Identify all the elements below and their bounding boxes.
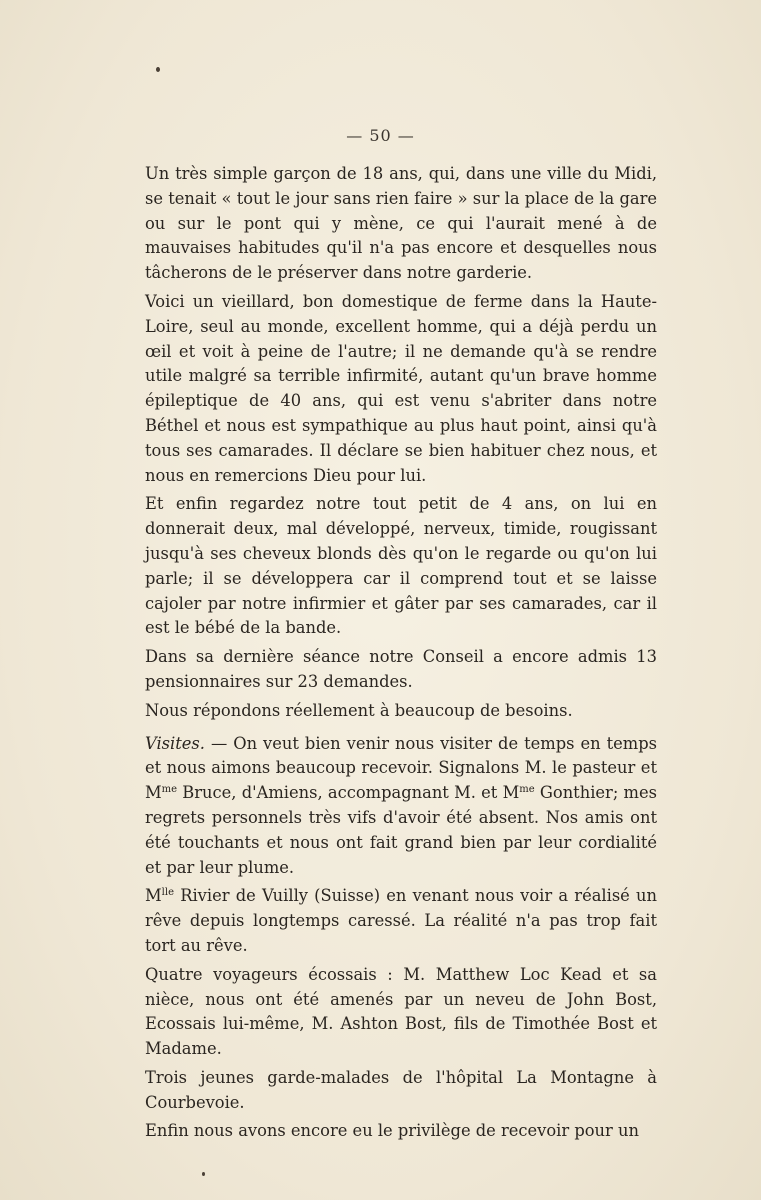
paragraph: Nous répondons réellement à beaucoup de besoins.: [145, 700, 573, 720]
paragraph: Voici un vieillard, bon domestique de ferme dans la Haute-Loire, seul au monde, excellent homme, qui a déjà perdu un œil et voit à peine de l'autre; il ne demande qu'à se rendre utile malgré sa terrible infirmité, autant qu'un brave homme épileptique de 40 ans, qui est venu s'abriter dans notre Béthel et nous est sympathique au plus haut point, ainsi qu'à tous ses camarades. Il déclare se bien habituer chez nous, et nous en remercions Dieu pour lui.: [145, 291, 657, 485]
paragraph: Et enfin regardez notre tout petit de 4 ans, on lui en donnerait deux, mal développé, nerveux, timide, rougissant jusqu'à ses cheveux blonds dès qu'on le regarde ou qu'on lui parle; il se développera car il comprend tout et se laisse cajoler par notre infirmier et gâter par ses camarades, car il est le bébé de la bande.: [145, 494, 657, 638]
paragraph: Quatre voyageurs écossais : M. Matthew Loc Kead et sa nièce, nous ont été amenés par un neveu de John Bost, Ecossais lui-même, M. Ashton Bost, fils de Timothée Bost et Madame.: [145, 964, 657, 1059]
paragraph-visites: Visites. — On veut bien venir nous visiter de temps en temps et nous aimons beaucoup recevoir. Signalons M. le pasteur et $M^{me}$ Bruce, d'Amiens, accompagnant M. et $M^{me}$ Gonthier; mes regrets personnels très vifs d'avoir été absent. Nos amis ont été touchants et nous ont fait grand bien par leur cordialité et par leur plume.: [145, 733, 657, 877]
section-lead: Visites.: [145, 733, 205, 753]
ink-speck: [156, 67, 160, 72]
paragraph: Un très simple garçon de 18 ans, qui, dans une ville du Midi, se tenait « tout le jour sans rien faire » sur la place de la gare ou sur le pont qui y mène, ce qui l'aurait mené à de mauvaises habitudes qu'il n'a pas encore et desquelles nous tâcherons de le préserver dans notre garderie.: [145, 164, 657, 283]
paragraph: $M^{lle}$ Rivier de Vuilly (Suisse) en venant nous voir a réalisé un rêve depuis longtemps caressé. La réalité n'a pas trop fait tort au rêve.: [145, 886, 657, 955]
paragraph: Dans sa dernière séance notre Conseil a encore admis 13 pensionnaires sur 23 demandes.: [145, 647, 657, 691]
body-text: [145, 162, 657, 1148]
ink-speck: [202, 1172, 205, 1176]
paragraph: Trois jeunes garde-malades de l'hôpital La Montagne à Courbevoie.: [145, 1067, 657, 1112]
paragraph: Enfin nous avons encore eu le privilège de recevoir pour un: [145, 1121, 639, 1141]
page-number: — 50 —: [346, 126, 415, 145]
